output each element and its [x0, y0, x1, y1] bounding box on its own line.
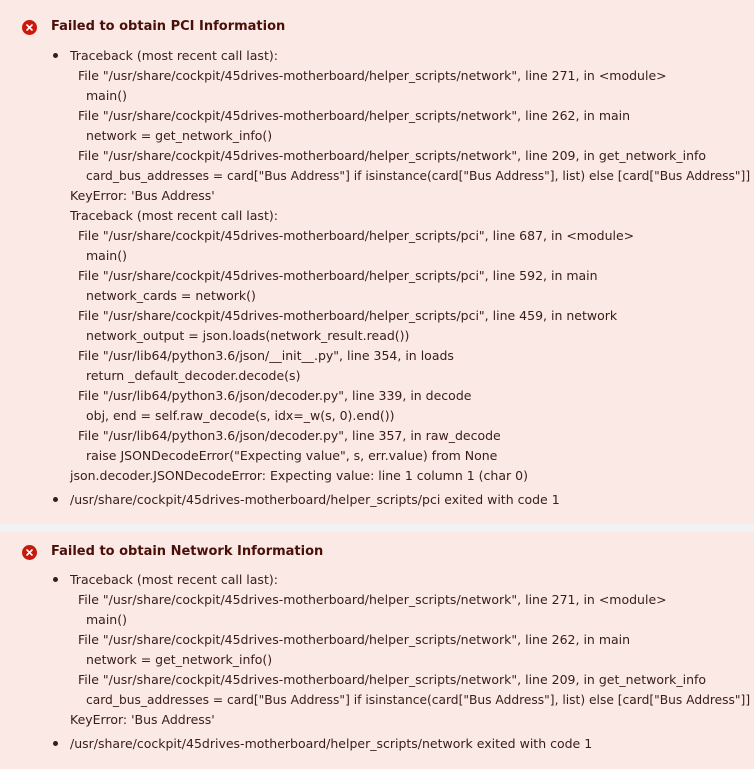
traceback-line: main() — [86, 88, 127, 103]
traceback-line: File "/usr/share/cockpit/45drives-motherboard/helper_scripts/network", line 271, in <module> — [78, 68, 667, 83]
traceback-line: json.decoder.JSONDecodeError: Expecting value: line 1 column 1 (char 0) — [70, 468, 528, 483]
error-circle-icon — [22, 545, 37, 560]
traceback-line: card_bus_addresses = card["Bus Address"] if isinstance(card["Bus Address"], list) else [card["Bus Address"]] — [86, 168, 751, 183]
traceback-line: main() — [86, 248, 127, 263]
exit-code-message: /usr/share/cockpit/45drives-motherboard/helper_scripts/network exited with code 1 — [70, 736, 593, 751]
traceback-line: File "/usr/lib64/python3.6/json/decoder.py", line 339, in decode — [78, 388, 472, 403]
traceback-line: File "/usr/share/cockpit/45drives-motherboard/helper_scripts/network", line 209, in get_network_info — [78, 148, 707, 163]
list-bullet — [53, 53, 58, 58]
traceback-line: main() — [86, 612, 127, 627]
traceback-line: KeyError: 'Bus Address' — [70, 712, 215, 727]
traceback-line: card_bus_addresses = card["Bus Address"] if isinstance(card["Bus Address"], list) else [card["Bus Address"]] — [86, 692, 751, 707]
traceback-line: return _default_decoder.decode(s) — [86, 368, 301, 383]
traceback-line: Traceback (most recent call last): — [70, 572, 278, 587]
traceback-line: raise JSONDecodeError("Expecting value", s, err.value) from None — [86, 448, 498, 463]
error-circle-icon — [22, 20, 37, 35]
list-bullet — [53, 741, 58, 746]
traceback-line: File "/usr/share/cockpit/45drives-motherboard/helper_scripts/pci", line 687, in <module> — [78, 228, 635, 243]
traceback-line: File "/usr/share/cockpit/45drives-motherboard/helper_scripts/pci", line 592, in main — [78, 268, 598, 283]
network-error-alert — [0, 532, 754, 769]
exit-code-message: /usr/share/cockpit/45drives-motherboard/helper_scripts/pci exited with code 1 — [70, 492, 560, 507]
traceback-line: File "/usr/share/cockpit/45drives-motherboard/helper_scripts/network", line 262, in main — [78, 108, 631, 123]
list-bullet — [53, 577, 58, 582]
traceback-line: Traceback (most recent call last): — [70, 208, 278, 223]
traceback-line: network = get_network_info() — [86, 652, 273, 667]
list-bullet — [53, 497, 58, 502]
traceback-line: File "/usr/share/cockpit/45drives-motherboard/helper_scripts/network", line 209, in get_network_info — [78, 672, 707, 687]
traceback-line: File "/usr/lib64/python3.6/json/decoder.py", line 357, in raw_decode — [78, 428, 501, 443]
traceback-line: network_output = json.loads(network_result.read()) — [86, 328, 410, 343]
traceback-line: KeyError: 'Bus Address' — [70, 188, 215, 203]
alert-title: Failed to obtain PCI Information — [51, 19, 286, 34]
alert-title: Failed to obtain Network Information — [51, 544, 324, 559]
traceback-line: obj, end = self.raw_decode(s, idx=_w(s, 0).end()) — [86, 408, 395, 423]
traceback-line: File "/usr/share/cockpit/45drives-motherboard/helper_scripts/network", line 262, in main — [78, 632, 631, 647]
traceback-line: File "/usr/share/cockpit/45drives-motherboard/helper_scripts/pci", line 459, in network — [78, 308, 618, 323]
traceback-line: Traceback (most recent call last): — [70, 48, 278, 63]
traceback-line: network = get_network_info() — [86, 128, 273, 143]
traceback-line: network_cards = network() — [86, 288, 256, 303]
traceback-line: File "/usr/share/cockpit/45drives-motherboard/helper_scripts/network", line 271, in <module> — [78, 592, 667, 607]
traceback-line: File "/usr/lib64/python3.6/json/__init__.py", line 354, in loads — [78, 348, 454, 363]
